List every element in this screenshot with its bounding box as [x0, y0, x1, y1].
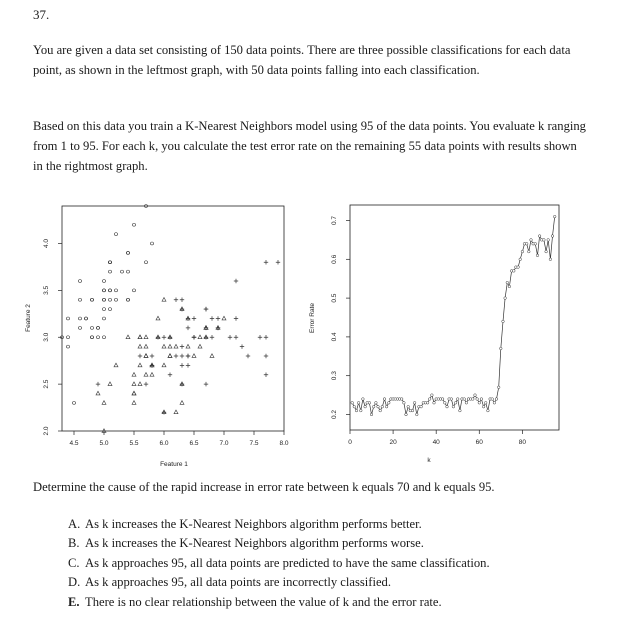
error-rate-point	[416, 413, 419, 416]
class1-point	[67, 317, 70, 320]
scatter-y-tick-label: 4.0	[43, 238, 50, 249]
option-letter: A.	[68, 517, 81, 531]
class1-point	[109, 308, 112, 311]
error-rate-point	[513, 270, 516, 273]
class3-point	[216, 316, 220, 320]
class3-point	[186, 354, 190, 358]
scatter-y-tick-label: 3.0	[43, 332, 50, 342]
error-rate-point	[377, 405, 380, 408]
class3-point	[138, 354, 142, 358]
error-rate-point	[355, 409, 358, 412]
error-rate-point	[506, 281, 509, 284]
class3-point	[192, 316, 196, 320]
option-letter: C.	[68, 555, 80, 570]
error-y-tick-label: 0.2	[331, 409, 338, 420]
error-rate-point	[528, 250, 531, 253]
error-rate-point	[388, 402, 391, 405]
error-rate-point	[474, 394, 477, 397]
class3-point	[204, 382, 208, 386]
class3-point	[276, 260, 280, 264]
class1-point	[103, 308, 106, 311]
error-rate-point	[472, 398, 475, 401]
error-rate-point	[484, 402, 487, 405]
class2-point	[162, 298, 166, 302]
class3-point	[204, 307, 208, 311]
class3-point	[96, 382, 100, 386]
error-rate-point	[431, 394, 434, 397]
scatter-plot-frame	[62, 206, 284, 431]
error-rate-point	[375, 402, 378, 405]
error-rate-point	[446, 405, 449, 408]
class3-point	[264, 335, 268, 339]
class2-point	[192, 354, 196, 358]
option-text: As k approaches 95, all data points are incorrectly classified.	[85, 575, 391, 590]
scatter-x-tick-label: 5.0	[99, 440, 109, 447]
class3-point	[174, 354, 178, 358]
error-rate-point	[379, 409, 382, 412]
class1-point	[133, 289, 136, 292]
class3-point	[186, 363, 190, 367]
error-rate-point	[543, 239, 546, 242]
option-text: As k approaches 95, all data points are predicted to have the same classification.	[85, 555, 490, 570]
class1-point	[127, 270, 130, 273]
scatter-y-tick-label: 3.5	[43, 285, 50, 295]
error-rate-point	[519, 258, 522, 261]
class2-point	[132, 391, 136, 395]
class3-point	[180, 298, 184, 302]
answer-options	[68, 515, 490, 612]
class2-point	[102, 401, 106, 405]
scatter-x-tick-label: 6.0	[159, 440, 169, 447]
error-rate-point	[454, 402, 457, 405]
error-rate-point	[493, 402, 496, 405]
class1-point	[103, 298, 106, 301]
error-rate-point	[400, 398, 403, 401]
error-rate-point	[500, 347, 503, 350]
option-text: As k increases the K-Nearest Neighbors algorithm performs better.	[85, 517, 422, 531]
error-rate-chart	[300, 196, 570, 476]
error-rate-point	[364, 405, 367, 408]
class1-point	[97, 326, 100, 329]
scatter-x-tick-label: 8.0	[279, 440, 289, 447]
class2-point	[156, 316, 160, 320]
class1-point	[115, 289, 118, 292]
class2-point	[168, 354, 172, 358]
class2-point	[174, 344, 178, 348]
scatter-y-tick-label: 2.0	[43, 426, 50, 436]
error-rate-point	[459, 409, 462, 412]
class1-point	[145, 261, 148, 264]
error-rate-point	[368, 402, 371, 405]
intro-paragraph: You are given a data set consisting of 150 data points. There are three possible classifications for each data point, as shown in the leftmost graph, with 50 data points falling into each classification.	[33, 43, 571, 77]
option-letter: D.	[68, 575, 81, 590]
error-rate-point	[517, 266, 520, 269]
class3-point	[186, 326, 190, 330]
class1-point	[85, 317, 88, 320]
class1-point	[109, 289, 112, 292]
class1-point	[127, 251, 130, 254]
class2-point	[150, 373, 154, 377]
error-rate-point	[525, 243, 528, 246]
error-rate-point	[502, 320, 505, 323]
class3-point	[234, 316, 238, 320]
error-rate-point	[476, 398, 479, 401]
class1-point	[103, 289, 106, 292]
error-rate-point	[495, 398, 498, 401]
error-rate-point	[351, 402, 354, 405]
error-rate-point	[553, 215, 556, 218]
error-rate-point	[370, 413, 373, 416]
question-stem: Determine the cause of the rapid increase in error rate between k equals 70 and k equals 95.	[33, 480, 495, 494]
class1-point	[79, 298, 82, 301]
class3-point	[174, 298, 178, 302]
scatter-chart	[22, 196, 292, 476]
option-a[interactable]	[68, 515, 490, 534]
class1-point	[91, 326, 94, 329]
error-rate-point	[480, 398, 483, 401]
class3-point	[258, 335, 262, 339]
error-rate-point	[420, 405, 423, 408]
error-rate-point	[551, 235, 554, 238]
error-rate-point	[353, 405, 356, 408]
class2-point	[96, 391, 100, 395]
error-rate-point	[428, 398, 431, 401]
error-rate-point	[450, 398, 453, 401]
error-rate-point	[521, 250, 524, 253]
error-rate-point	[530, 239, 533, 242]
error-y-tick-label: 0.3	[331, 371, 338, 381]
class2-point	[144, 335, 148, 339]
scatter-x-tick-label: 5.5	[129, 440, 139, 447]
error-rate-point	[407, 405, 410, 408]
class3-point	[150, 354, 154, 358]
class2-point	[144, 354, 148, 358]
class1-point	[151, 242, 154, 245]
error-rate-point	[465, 402, 468, 405]
class3-point	[192, 335, 196, 339]
class2-point	[138, 382, 142, 386]
error-x-tick-label: 20	[389, 439, 397, 446]
class2-point	[222, 316, 226, 320]
class1-point	[103, 317, 106, 320]
error-rate-point	[433, 402, 436, 405]
class1-point	[121, 270, 124, 273]
class2-point	[210, 354, 214, 358]
error-rate-line	[352, 217, 555, 415]
error-x-tick-label: 40	[432, 439, 440, 446]
class2-point	[198, 335, 202, 339]
class2-point	[162, 363, 166, 367]
class3-point	[234, 279, 238, 283]
class3-point	[240, 344, 244, 348]
error-rate-point	[547, 239, 550, 242]
error-rate-point	[444, 402, 447, 405]
error-y-tick-label: 0.5	[331, 293, 338, 303]
error-rate-point	[413, 402, 416, 405]
error-rate-point	[549, 258, 552, 261]
class2-point	[198, 344, 202, 348]
error-rate-point	[491, 398, 494, 401]
class3-point	[180, 354, 184, 358]
option-letter: E.	[68, 594, 80, 609]
error-rate-point	[534, 243, 537, 246]
class2-point	[186, 344, 190, 348]
option-e[interactable]	[68, 593, 490, 612]
class2-point	[126, 335, 130, 339]
error-rate-point	[487, 409, 490, 412]
error-x-tick-label: 80	[518, 439, 526, 446]
error-x-tick-label: 0	[348, 439, 352, 446]
error-rate-point	[463, 398, 466, 401]
scatter-xlabel: Feature 1	[160, 461, 188, 468]
error-xlabel: k	[427, 457, 431, 464]
class1-point	[103, 336, 106, 339]
class1-point	[97, 336, 100, 339]
error-rate-point	[372, 405, 375, 408]
class3-point	[264, 373, 268, 377]
error-rate-point	[362, 398, 365, 401]
class1-point	[109, 261, 112, 264]
error-rate-point	[536, 254, 539, 257]
class1-point	[91, 298, 94, 301]
error-rate-point	[411, 409, 414, 412]
error-rate-point	[497, 386, 500, 389]
error-rate-point	[482, 405, 485, 408]
error-rate-point	[478, 402, 481, 405]
scatter-x-tick-label: 7.5	[249, 440, 259, 447]
class3-point	[264, 260, 268, 264]
class3-point	[180, 344, 184, 348]
class1-point	[79, 326, 82, 329]
class1-point	[109, 270, 112, 273]
class1-point	[115, 298, 118, 301]
class2-point	[132, 373, 136, 377]
class3-point	[210, 316, 214, 320]
error-rate-point	[357, 402, 360, 405]
class1-point	[115, 233, 118, 236]
error-rate-point	[545, 250, 548, 253]
option-letter: B.	[68, 536, 80, 551]
option-b[interactable]	[68, 534, 490, 553]
class1-point	[67, 345, 70, 348]
setup-paragraph: Based on this data you train a K-Nearest Neighbors model using 95 of the data points. You evaluate k ranging from 1 to 95. For each k, you calculate the test error rate on the remaining 55 data points with results shown in the rightmost graph.	[33, 119, 586, 173]
scatter-y-tick-label: 2.5	[43, 379, 50, 389]
class2-point	[174, 410, 178, 414]
class1-point	[79, 317, 82, 320]
class2-point	[138, 335, 142, 339]
class2-point	[108, 382, 112, 386]
error-rate-point	[508, 285, 511, 288]
question-number: 37.	[33, 7, 50, 22]
error-rate-point	[426, 402, 429, 405]
class1-point	[79, 280, 82, 283]
class2-point	[132, 382, 136, 386]
error-rate-point	[405, 413, 408, 416]
class3-point	[180, 363, 184, 367]
error-rate-point	[504, 297, 507, 300]
option-text: As k increases the K-Nearest Neighbors algorithm performs worse.	[85, 536, 424, 551]
class1-point	[103, 280, 106, 283]
error-y-tick-label: 0.4	[331, 332, 338, 342]
class1-point	[127, 298, 130, 301]
class1-point	[91, 336, 94, 339]
error-rate-point	[383, 398, 386, 401]
scatter-x-tick-label: 4.5	[69, 440, 79, 447]
class1-point	[67, 336, 70, 339]
class2-point	[144, 373, 148, 377]
option-c[interactable]	[68, 554, 490, 573]
error-rate-point	[403, 402, 406, 405]
error-rate-point	[456, 398, 459, 401]
error-rate-point	[381, 405, 384, 408]
class1-point	[133, 223, 136, 226]
class3-point	[210, 335, 214, 339]
error-ylabel: Error Rate	[309, 303, 316, 333]
error-y-tick-label: 0.6	[331, 254, 338, 264]
option-text: There is no clear relationship between the value of k and the error rate.	[85, 594, 442, 609]
error-rate-point	[452, 405, 455, 408]
class2-point	[114, 363, 118, 367]
class3-point	[144, 382, 148, 386]
class2-point	[168, 344, 172, 348]
class2-point	[180, 401, 184, 405]
class2-point	[132, 401, 136, 405]
error-rate-point	[385, 405, 388, 408]
class1-point	[73, 401, 76, 404]
scatter-x-tick-label: 6.5	[189, 440, 199, 447]
scatter-x-tick-label: 7.0	[219, 440, 229, 447]
class1-point	[109, 298, 112, 301]
class2-point	[144, 344, 148, 348]
class2-point	[138, 344, 142, 348]
class3-point	[234, 335, 238, 339]
class3-point	[228, 335, 232, 339]
class3-point	[246, 354, 250, 358]
error-x-tick-label: 60	[475, 439, 483, 446]
option-d[interactable]	[68, 573, 490, 592]
class3-point	[168, 373, 172, 377]
error-y-tick-label: 0.7	[331, 215, 338, 226]
class3-point	[264, 354, 268, 358]
class2-point	[162, 344, 166, 348]
class2-point	[138, 363, 142, 367]
error-rate-point	[360, 409, 363, 412]
class3-point	[162, 335, 166, 339]
error-rate-point	[538, 235, 541, 238]
error-plot-frame	[350, 205, 559, 430]
error-rate-point	[441, 398, 444, 401]
scatter-ylabel: Feature 2	[25, 304, 32, 332]
